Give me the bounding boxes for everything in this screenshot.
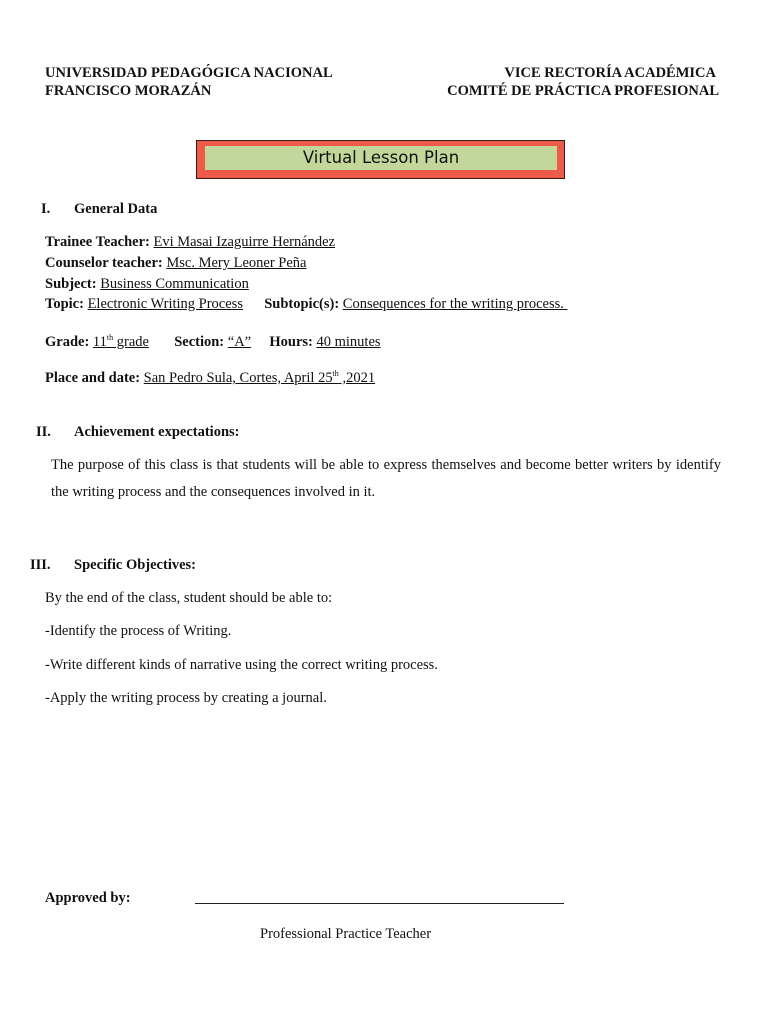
hours-label: Hours: [269, 334, 313, 350]
topic-row [45, 296, 567, 313]
trainee-value: Evi Masai Izaguirre Hernández [153, 234, 336, 250]
counselor-label: Counselor teacher: [45, 255, 163, 271]
trainee-label: Trainee Teacher: [45, 234, 150, 250]
place-date-row [45, 370, 375, 387]
section1-number: I. [41, 201, 51, 217]
achievement-paragraph: The purpose of this class is that students will be able to express themselves and become better writers by identify the writing process and the consequences involved in it. [51, 457, 721, 500]
trainee-row [45, 234, 335, 251]
committee-name [447, 65, 719, 100]
signature-line [195, 903, 564, 904]
place-value-a: San Pedro Sula, Cortes, April 25 [143, 370, 333, 386]
place-sup: th [332, 369, 339, 379]
topic-value: Electronic Writing Process [87, 296, 243, 312]
grade-number: 11 [92, 334, 107, 350]
committee-name-line1: VICE RECTORÍA ACADÉMICA [504, 65, 716, 81]
section-value: “A” [227, 334, 252, 350]
grade-value [93, 334, 149, 350]
grade-label: Grade: [45, 334, 90, 350]
section3-number: III. [30, 557, 51, 573]
section3-heading: Specific Objectives: [74, 557, 197, 573]
signer-title: Professional Practice Teacher [260, 926, 432, 942]
section1-heading: General Data [74, 201, 158, 217]
section-label: Section: [174, 334, 225, 350]
grade-sup: th [106, 333, 114, 343]
grade-suffix: grade [113, 334, 149, 350]
title-banner [196, 140, 565, 179]
place-value-b: ,2021 [338, 370, 376, 386]
subject-label: Subject: [45, 276, 97, 292]
topic-label: Topic: [45, 296, 84, 312]
university-name-line1: UNIVERSIDAD PEDAGÓGICA NACIONAL [45, 65, 333, 81]
committee-name-line2: COMITÉ DE PRÁCTICA PROFESIONAL [447, 82, 719, 99]
grade-row [45, 334, 381, 351]
objective-item-2: -Write different kinds of narrative using the correct writing process. [45, 657, 438, 673]
objective-item-3: -Apply the writing process by creating a journal. [45, 690, 327, 706]
subtopic-value: Consequences for the writing process. [342, 296, 568, 312]
subtopic-label: Subtopic(s): [264, 296, 340, 312]
subject-value: Business Communication [100, 276, 249, 292]
subject-row [45, 276, 249, 293]
place-value [144, 370, 375, 386]
counselor-row [45, 255, 306, 272]
counselor-value: Msc. Mery Leoner Peña [166, 255, 307, 271]
place-label: Place and date: [45, 370, 141, 386]
section2-heading: Achievement expectations: [74, 424, 240, 440]
objective-item-1: -Identify the process of Writing. [45, 623, 232, 639]
section2-number: II. [36, 424, 51, 440]
page-title: Virtual Lesson Plan [205, 146, 557, 170]
university-name [45, 65, 333, 100]
university-name-line2: FRANCISCO MORAZÁN [45, 82, 212, 99]
approved-by-label: Approved by: [45, 890, 131, 906]
hours-value: 40 minutes [316, 334, 381, 350]
objectives-intro: By the end of the class, student should be able to: [45, 590, 333, 606]
